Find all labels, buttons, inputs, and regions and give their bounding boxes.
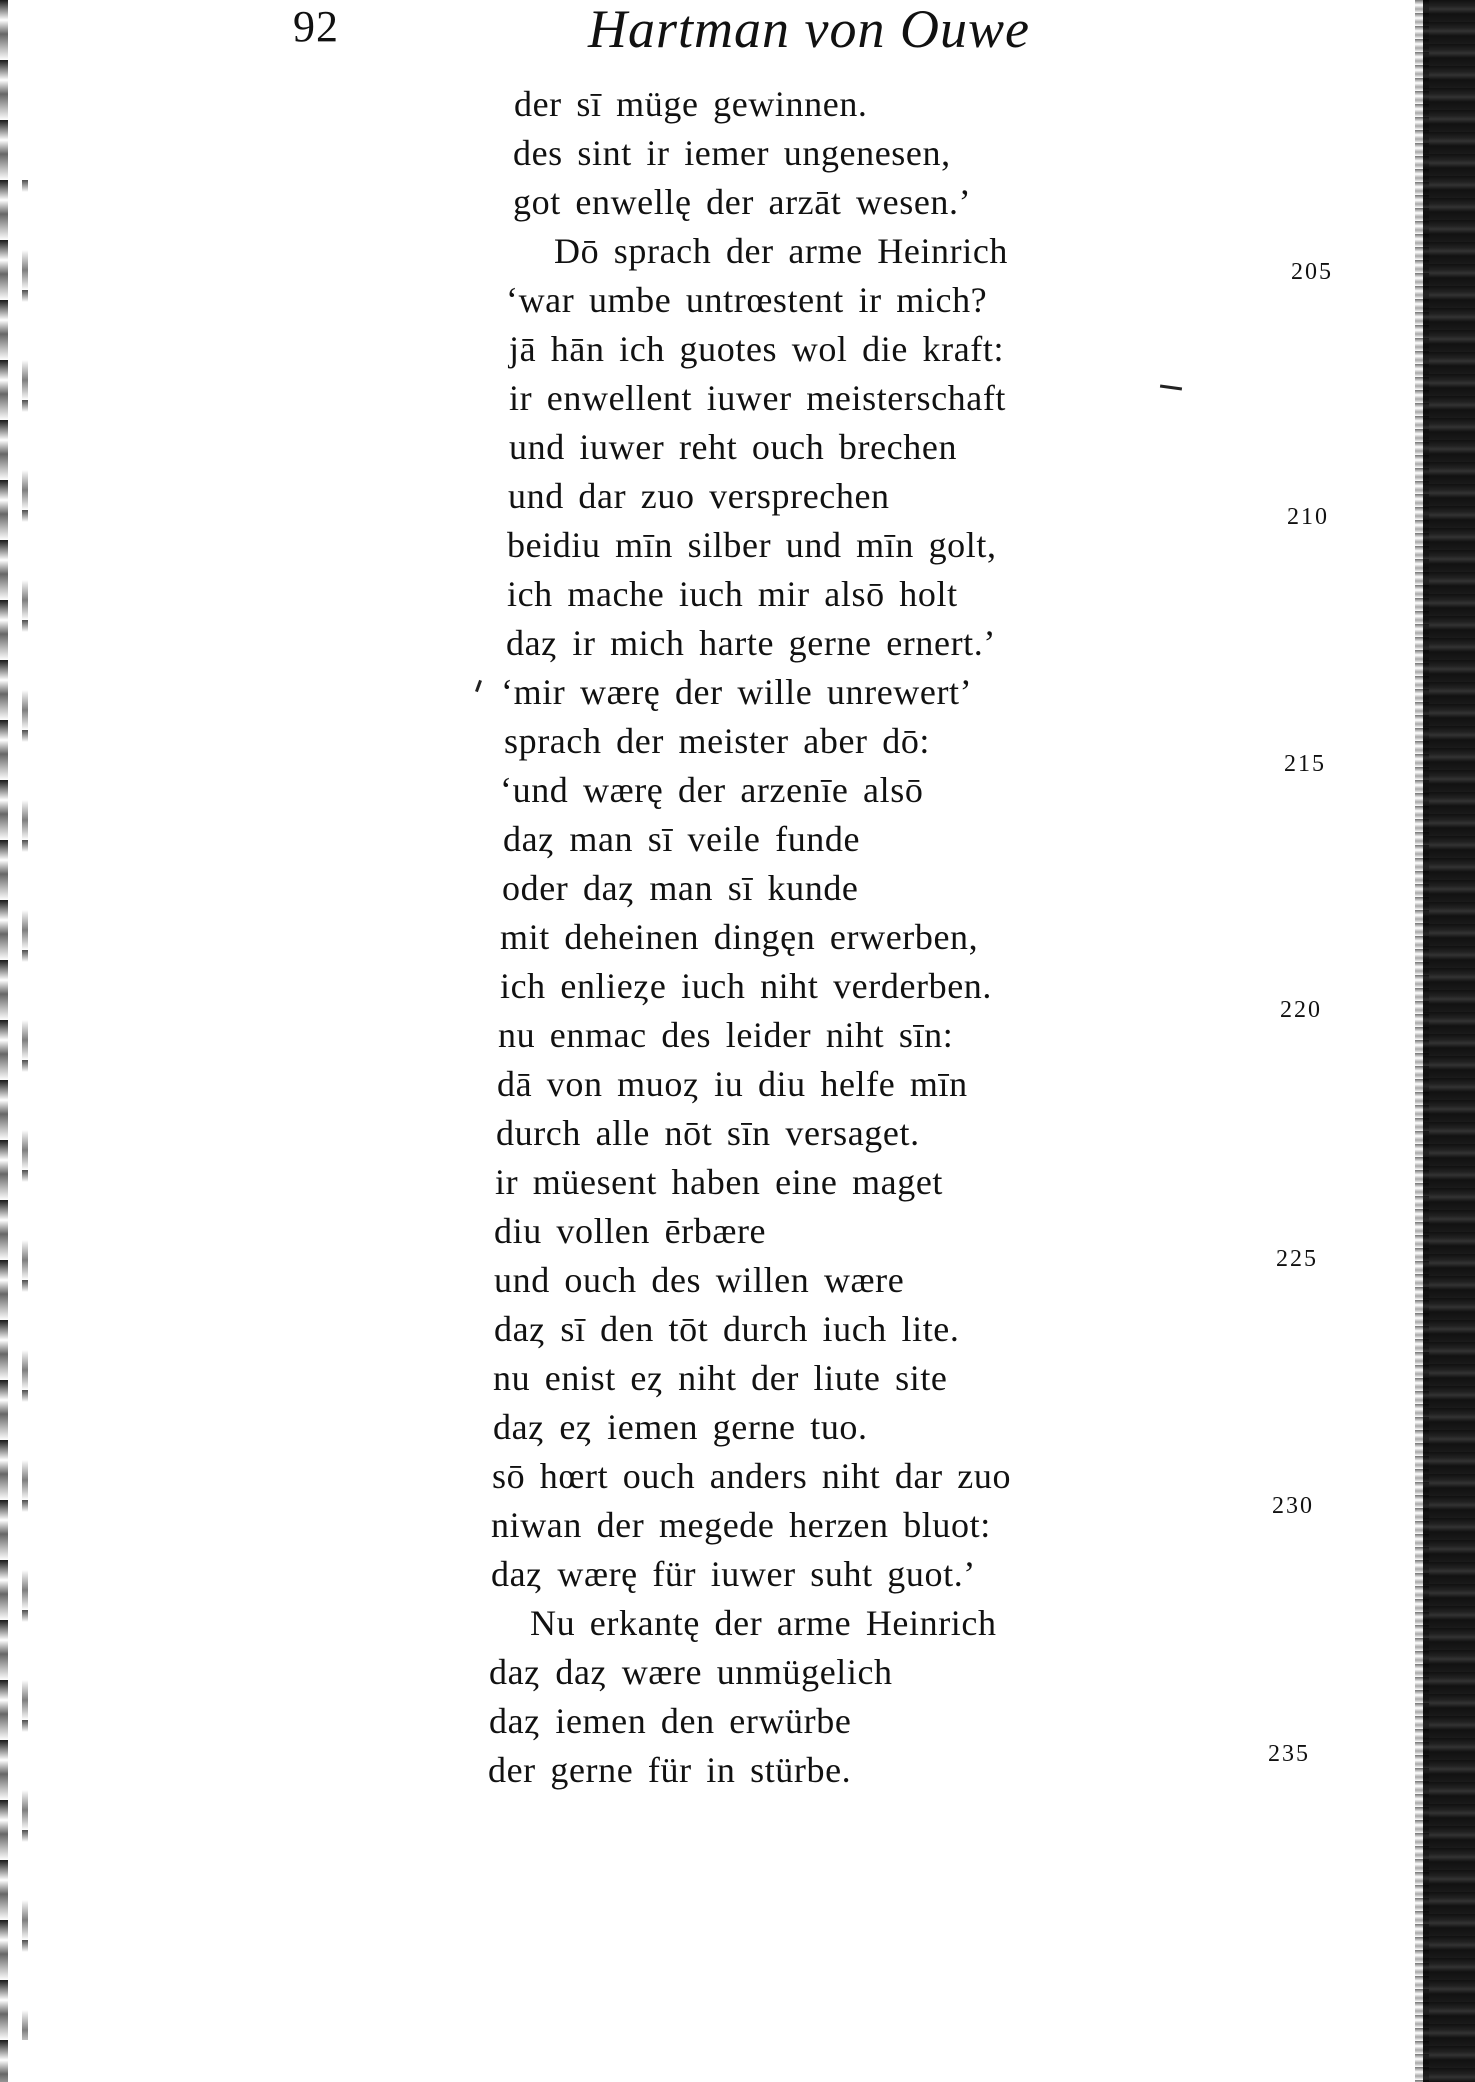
verse-line: daȥ iemen den erwürbe <box>489 1701 852 1741</box>
verse-line: sprach der meister aber dō: <box>504 721 931 761</box>
line-number: 225 <box>1276 1246 1318 1272</box>
verse-line: ‘war umbe untrœstent ir mich? <box>506 280 988 320</box>
verse-line: und ouch des willen wære <box>494 1260 905 1300</box>
line-number: 235 <box>1268 1741 1310 1767</box>
verse-line: daȥ ir mich harte gerne ernert.’ <box>506 623 996 663</box>
page-number: 92 <box>293 2 339 51</box>
verse-line: daȥ wærę für iuwer suht guot.’ <box>491 1554 976 1594</box>
line-number: 205 <box>1291 259 1333 285</box>
verse-line: ir müesent haben eine maget <box>495 1162 944 1202</box>
stray-dash-mark <box>1160 384 1182 390</box>
verse-line: daȥ eȥ iemen gerne tuo. <box>493 1407 868 1447</box>
verse-line: Dō sprach der arme Heinrich <box>554 231 1009 271</box>
verse-line: niwan der megede herzen bluot: <box>491 1505 991 1545</box>
verse-line: oder daȥ man sī kunde <box>502 868 859 908</box>
verse-line: und dar zuo versprechen <box>508 476 890 516</box>
left-page-edge-marks <box>22 180 28 2040</box>
verse-line: Nu erkantę der arme Heinrich <box>530 1603 997 1643</box>
verse-line: ich mache iuch mir alsō holt <box>507 574 958 614</box>
verse-line: ir enwellent iuwer meisterschaft <box>509 378 1007 418</box>
verse-line: ich enlieȥe iuch niht verderben. <box>500 966 992 1006</box>
running-head: Hartman von Ouwe <box>588 0 1030 59</box>
verse-line: durch alle nōt sīn versaget. <box>496 1113 920 1153</box>
stray-tick-mark <box>475 680 482 692</box>
verse-line: sō hœrt ouch anders niht dar zuo <box>492 1456 1012 1496</box>
verse-line: diu vollen ērbære <box>494 1211 767 1251</box>
verse-line: nu enist eȥ niht der liute site <box>493 1358 948 1398</box>
verse-line: der gerne für in stürbe. <box>488 1750 852 1790</box>
line-number: 210 <box>1287 504 1329 530</box>
verse-line: beidiu mīn silber und mīn golt, <box>507 525 997 565</box>
verse-line: got enwellę der arzāt wesen.’ <box>513 182 972 222</box>
verse-line: mit deheinen dingęn erwerben, <box>500 917 979 957</box>
right-page-edge-fray <box>1415 0 1429 2082</box>
verse-line: dā von muoȥ iu diu helfe mīn <box>497 1064 968 1104</box>
right-page-edge-shadow <box>1423 0 1475 2082</box>
line-number: 215 <box>1284 751 1326 777</box>
verse-line: daȥ daȥ wære unmügelich <box>489 1652 893 1692</box>
verse-line: ‘mir wærę der wille unrewert’ <box>501 672 973 712</box>
line-number: 220 <box>1280 997 1322 1023</box>
verse-line: nu enmac des leider niht sīn: <box>498 1015 954 1055</box>
verse-line: daȥ sī den tōt durch iuch lite. <box>494 1309 960 1349</box>
left-page-edge-shadow <box>0 0 8 2082</box>
verse-line: der sī müge gewinnen. <box>514 84 868 124</box>
verse-line: und iuwer reht ouch brechen <box>509 427 958 467</box>
verse-line: daȥ man sī veile funde <box>503 819 861 859</box>
verse-line: jā hān ich guotes wol die kraft: <box>509 329 1005 369</box>
verse-line: des sint ir iemer ungenesen, <box>513 133 951 173</box>
verse-line: ‘und wærę der arzenīe alsō <box>500 770 924 810</box>
line-number: 230 <box>1272 1493 1314 1519</box>
